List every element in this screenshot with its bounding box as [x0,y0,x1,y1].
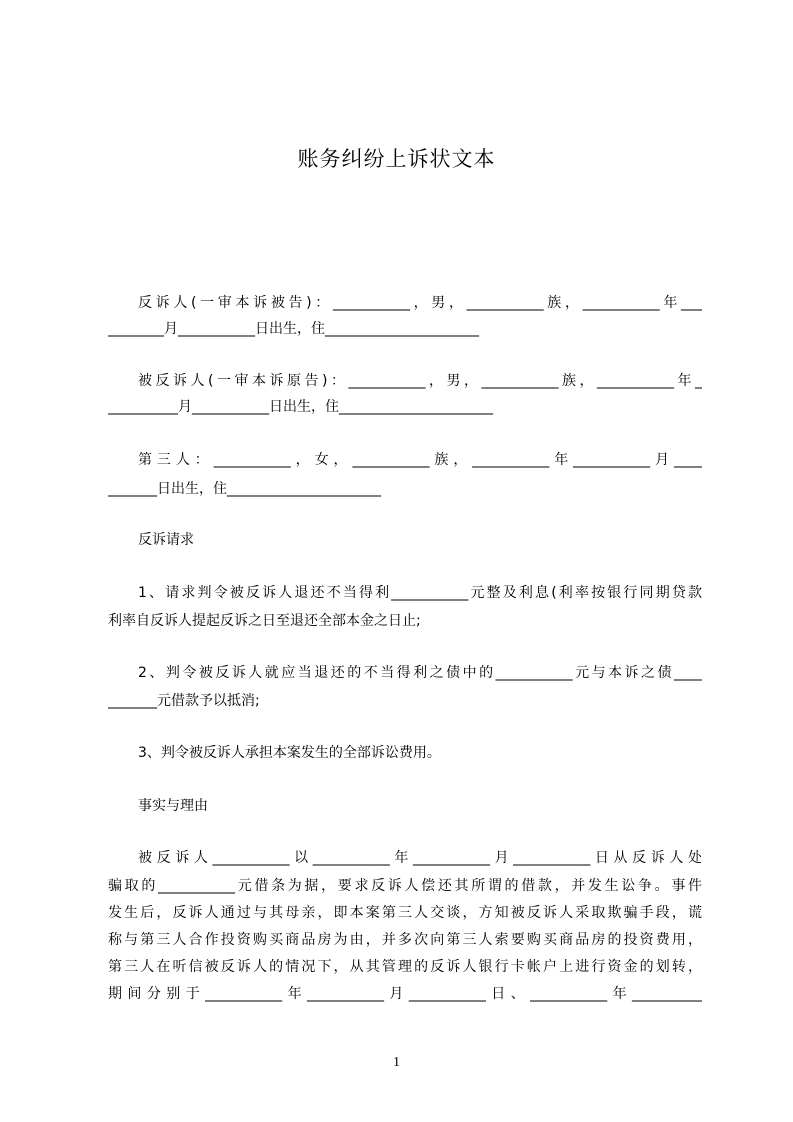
facts-line-5: 第三人在听信被反诉人的情况下，从其管理的反诉人银行卡帐户上进行资金的划转， [108,959,702,975]
page-number: 1 [393,1055,400,1070]
facts-line-1: 被反诉人___________以___________年___________月___________日从反诉人处 [138,850,702,866]
claim-3: 3、判令被反诉人承担本案发生的全部诉讼费用。 [138,745,441,761]
counter-plaintiff-line-1: 反诉人(一审本诉被告)：___________，男，___________族，___________年___ [138,295,702,311]
claim-1-line-1: 1、请求判令被反诉人退还不当得利___________元整及利息(利率按银行同期贷款 [138,585,702,601]
claim-1-line-2: 利率自反诉人提起反诉之日至退还全部本金之日止; [108,613,421,629]
facts-heading: 事实与理由 [138,798,208,814]
counter-plaintiff-line-2: ________月___________日出生，住______________________ [108,321,479,337]
claim-2-line-1: 2、判令被反诉人就应当退还的不当得利之债中的___________元与本诉之债____ [138,665,702,681]
facts-line-3: 发生后，反诉人通过与其母亲，即本案第三人交谈，方知被反诉人采取欺骗手段，谎 [108,905,702,921]
third-party-line-2: _______日出生，住______________________ [108,481,381,497]
counter-defendant-line-1: 被反诉人(一审本诉原告)：___________，男，___________族，___________年_ [138,373,702,389]
facts-line-6: 期间分别于___________年___________月___________日、___________年__________ [108,986,702,1002]
document-title: 账务纠纷上诉状文本 [297,147,496,171]
facts-line-2: 骗取的___________元借条为据，要求反诉人偿还其所谓的借款，并发生讼争。事件 [108,878,702,894]
claims-heading: 反诉请求 [138,532,194,548]
facts-line-4: 称与第三人合作投资购买商品房为由，并多次向第三人索要购买商品房的投资费用， [108,932,702,948]
claim-2-line-2: _______元借款予以抵消; [108,693,260,709]
counter-defendant-line-2: __________月___________日出生，住______________________ [108,399,493,415]
third-party-line-1: 第三人：___________，女，___________族，___________年___________月____ [138,452,702,468]
